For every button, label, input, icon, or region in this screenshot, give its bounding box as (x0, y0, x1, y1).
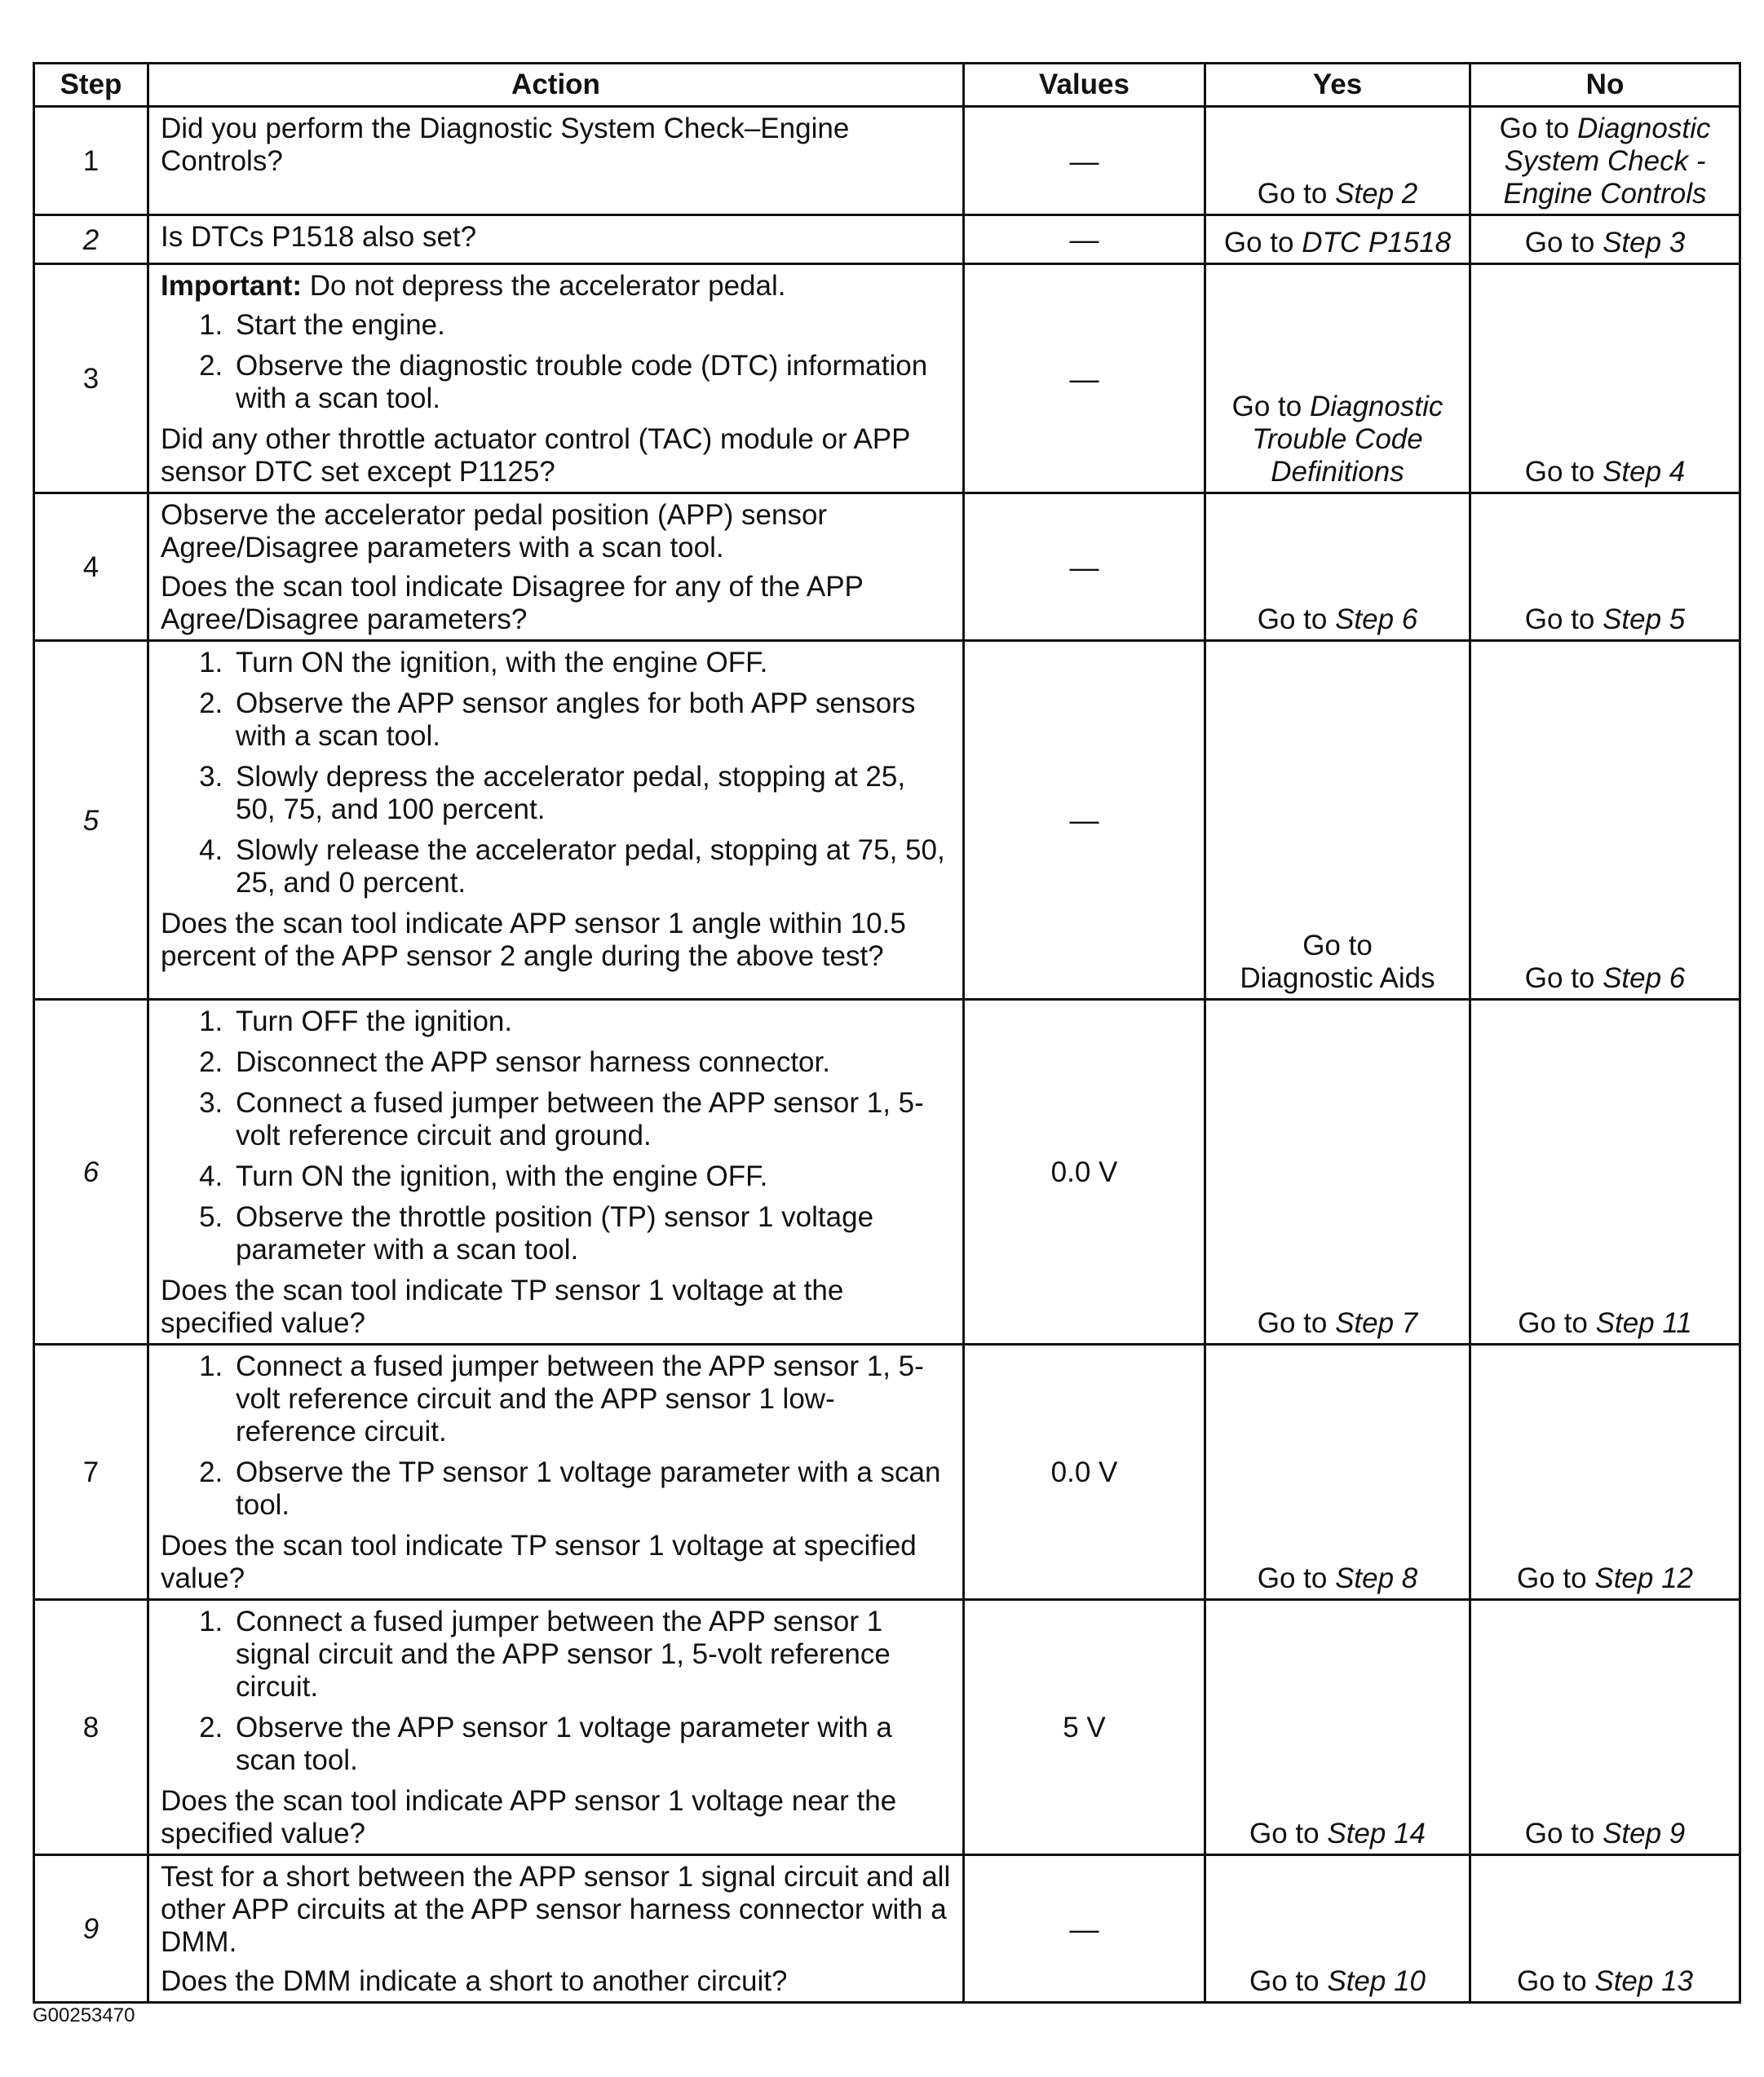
header-values: Values (964, 64, 1205, 107)
table-row (34, 264, 1740, 493)
no-link[interactable]: Step 11 (1595, 1307, 1692, 1339)
no-prefix: Go to (1524, 1818, 1595, 1849)
action-step: 2. Observe the TP sensor 1 voltage parameter with a scan tool. (231, 1456, 951, 1522)
no-link[interactable]: Step 4 (1603, 456, 1686, 488)
no-prefix: Go to (1524, 962, 1595, 994)
value-text: 5 V (1063, 1712, 1106, 1743)
action-question: Does the scan tool indicate TP sensor 1 voltage at the specified value? (161, 1275, 844, 1339)
action-question: Does the scan tool indicate APP sensor 1 voltage near the specified value? (161, 1785, 897, 1849)
header-no: No (1470, 64, 1740, 107)
table-row (34, 493, 1740, 641)
step-number: 9 (34, 1855, 148, 2003)
no-link[interactable]: Step 9 (1603, 1818, 1686, 1849)
action-question: Does the scan tool indicate TP sensor 1 voltage at specified value? (161, 1530, 917, 1594)
diagnostic-table-container (33, 62, 1739, 2004)
yes-prefix: Go to (1257, 178, 1328, 210)
no-link[interactable]: Step 13 (1594, 1965, 1693, 1997)
value-text: 0.0 V (1050, 1456, 1118, 1488)
no-prefix: Go to (1517, 1562, 1587, 1594)
yes-link[interactable]: Step 2 (1335, 178, 1418, 210)
no-prefix: Go to (1524, 227, 1595, 259)
step-number: 8 (34, 1600, 148, 1855)
action-steps (161, 1005, 951, 1266)
action-steps (161, 1350, 951, 1522)
no-cell[interactable] (1470, 107, 1740, 215)
action-step: 2. Disconnect the APP sensor harness connector. (231, 1046, 951, 1079)
no-cell[interactable] (1470, 493, 1740, 641)
no-prefix: Go to (1524, 456, 1595, 488)
value-text: — (1069, 550, 1099, 584)
action-step: 3. Connect a fused jumper between the APP sensor 1, 5-volt reference circuit and ground. (231, 1087, 951, 1152)
yes-cell[interactable] (1205, 1855, 1470, 2003)
action-step: 3. Slowly depress the accelerator pedal, stopping at 25, 50, 75, and 100 percent. (231, 761, 951, 826)
yes-prefix: Go to (1231, 391, 1302, 422)
action-step: 1. Connect a fused jumper between the APP sensor 1 signal circuit and the APP sensor 1, 5-volt reference circuit. (231, 1606, 951, 1704)
action-steps (161, 1606, 951, 1777)
yes-cell[interactable] (1205, 264, 1470, 493)
yes-link[interactable]: Diagnostic Aids (1240, 962, 1435, 994)
action-question: Does the scan tool indicate Disagree for any of the APP Agree/Disagree parameters? (161, 571, 864, 635)
yes-cell[interactable] (1205, 1600, 1470, 1855)
action-step: 4. Slowly release the accelerator pedal, stopping at 75, 50, 25, and 0 percent. (231, 834, 951, 899)
table-header-row (34, 64, 1740, 107)
action-step: 1. Turn ON the ignition, with the engine OFF. (231, 647, 951, 679)
action-step: 1. Start the engine. (231, 309, 951, 342)
action-step: 4. Turn ON the ignition, with the engine OFF. (231, 1160, 951, 1193)
value-text: — (1069, 144, 1099, 178)
step-number: 1 (34, 107, 148, 215)
header-step: Step (34, 64, 148, 107)
header-yes: Yes (1205, 64, 1470, 107)
value-cell (964, 1600, 1205, 1855)
no-prefix: Go to (1499, 113, 1570, 144)
action-question: Did any other throttle actuator control (TAC) module or APP sensor DTC set except P1125? (161, 423, 910, 488)
yes-link[interactable]: Diagnostic Trouble Code Definitions (1252, 391, 1443, 488)
no-cell[interactable] (1470, 215, 1740, 264)
yes-link[interactable]: Step 8 (1335, 1562, 1418, 1594)
no-link[interactable]: Step 3 (1603, 227, 1686, 259)
action-cell (148, 215, 964, 264)
yes-cell[interactable] (1205, 215, 1470, 264)
yes-cell[interactable] (1205, 493, 1470, 641)
value-cell (964, 1000, 1205, 1345)
action-step: 2. Observe the APP sensor angles for both APP sensors with a scan tool. (231, 687, 951, 753)
yes-cell[interactable] (1205, 1345, 1470, 1600)
value-text: — (1069, 1911, 1099, 1946)
table-row (34, 1855, 1740, 2003)
action-step: 1. Connect a fused jumper between the APP sensor 1, 5-volt reference circuit and the APP sensor 1 low-reference circuit. (231, 1350, 951, 1448)
action-step: 2. Observe the APP sensor 1 voltage parameter with a scan tool. (231, 1712, 951, 1777)
yes-prefix: Go to (1302, 930, 1373, 961)
yes-link[interactable]: DTC P1518 (1302, 227, 1452, 259)
action-cell (148, 1345, 964, 1600)
action-intro: Test for a short between the APP sensor 1 signal circuit and all other APP circuits at the APP sensor harness connector with a DMM. (161, 1861, 951, 1958)
action-cell (148, 1855, 964, 2003)
no-cell[interactable] (1470, 1600, 1740, 1855)
action-cell (148, 264, 964, 493)
yes-cell[interactable] (1205, 641, 1470, 1000)
yes-link[interactable]: Step 7 (1335, 1307, 1418, 1339)
action-intro: Observe the accelerator pedal position (APP) sensor Agree/Disagree parameters with a scan tool. (161, 499, 828, 563)
yes-prefix: Go to (1257, 1307, 1328, 1339)
no-cell[interactable] (1470, 641, 1740, 1000)
no-prefix: Go to (1517, 1965, 1587, 1997)
action-steps (161, 309, 951, 415)
yes-prefix: Go to (1249, 1818, 1320, 1849)
no-prefix: Go to (1518, 1307, 1588, 1339)
diagnostic-table (33, 62, 1741, 2004)
yes-prefix: Go to (1257, 603, 1328, 635)
no-cell[interactable] (1470, 264, 1740, 493)
value-cell (964, 215, 1205, 264)
figure-id: G00253470 (33, 2004, 135, 2026)
step-number: 5 (34, 641, 148, 1000)
action-step: 1. Turn OFF the ignition. (231, 1005, 951, 1038)
step-number: 7 (34, 1345, 148, 1600)
action-step: 5. Observe the throttle position (TP) sensor 1 voltage parameter with a scan tool. (231, 1201, 951, 1266)
yes-cell[interactable] (1205, 1000, 1470, 1345)
table-row (34, 107, 1740, 215)
yes-link[interactable]: Step 6 (1335, 603, 1418, 635)
important-label: Important: (161, 270, 303, 302)
important-text: Do not depress the accelerator pedal. (309, 270, 786, 302)
no-cell[interactable] (1470, 1345, 1740, 1600)
action-cell (148, 107, 964, 215)
action-question: Does the scan tool indicate APP sensor 1 angle within 10.5 percent of the APP sensor 2 angle during the above test? (161, 908, 906, 972)
yes-cell[interactable] (1205, 107, 1470, 215)
value-cell (964, 264, 1205, 493)
value-cell (964, 493, 1205, 641)
yes-prefix: Go to (1223, 227, 1294, 259)
action-question: Did you perform the Diagnostic System Check–Engine Controls? (161, 113, 850, 177)
yes-prefix: Go to (1257, 1562, 1328, 1594)
table-row (34, 1600, 1740, 1855)
value-cell (964, 641, 1205, 1000)
no-prefix: Go to (1524, 603, 1595, 635)
no-cell[interactable] (1470, 1855, 1740, 2003)
no-link[interactable]: Diagnostic System Check - Engine Controls (1503, 113, 1711, 210)
action-question: Does the DMM indicate a short to another circuit? (161, 1965, 788, 1997)
table-row (34, 1345, 1740, 1600)
no-link[interactable]: Step 5 (1603, 603, 1686, 635)
action-cell (148, 493, 964, 641)
table-row (34, 1000, 1740, 1345)
table-row (34, 215, 1740, 264)
value-cell (964, 1345, 1205, 1600)
no-link[interactable]: Step 6 (1603, 962, 1686, 994)
action-cell (148, 1000, 964, 1345)
value-cell (964, 1855, 1205, 2003)
no-link[interactable]: Step 12 (1594, 1562, 1693, 1594)
table-row (34, 641, 1740, 1000)
value-text: — (1069, 223, 1099, 256)
header-action: Action (148, 64, 964, 107)
yes-prefix: Go to (1249, 1965, 1320, 1997)
value-text: — (1069, 361, 1099, 396)
action-cell (148, 641, 964, 1000)
important-note (161, 270, 951, 303)
action-cell (148, 1600, 964, 1855)
action-steps (161, 647, 951, 899)
value-text: 0.0 V (1050, 1156, 1118, 1188)
step-number: 4 (34, 493, 148, 641)
action-question: Is DTCs P1518 also set? (161, 221, 477, 253)
step-number: 2 (34, 215, 148, 264)
step-number: 3 (34, 264, 148, 493)
action-step: 2. Observe the diagnostic trouble code (DTC) information with a scan tool. (231, 350, 951, 415)
value-cell (964, 107, 1205, 215)
yes-link[interactable]: Step 10 (1327, 1965, 1426, 1997)
value-text: — (1069, 803, 1099, 837)
no-cell[interactable] (1470, 1000, 1740, 1345)
yes-link[interactable]: Step 14 (1327, 1818, 1426, 1849)
step-number: 6 (34, 1000, 148, 1345)
